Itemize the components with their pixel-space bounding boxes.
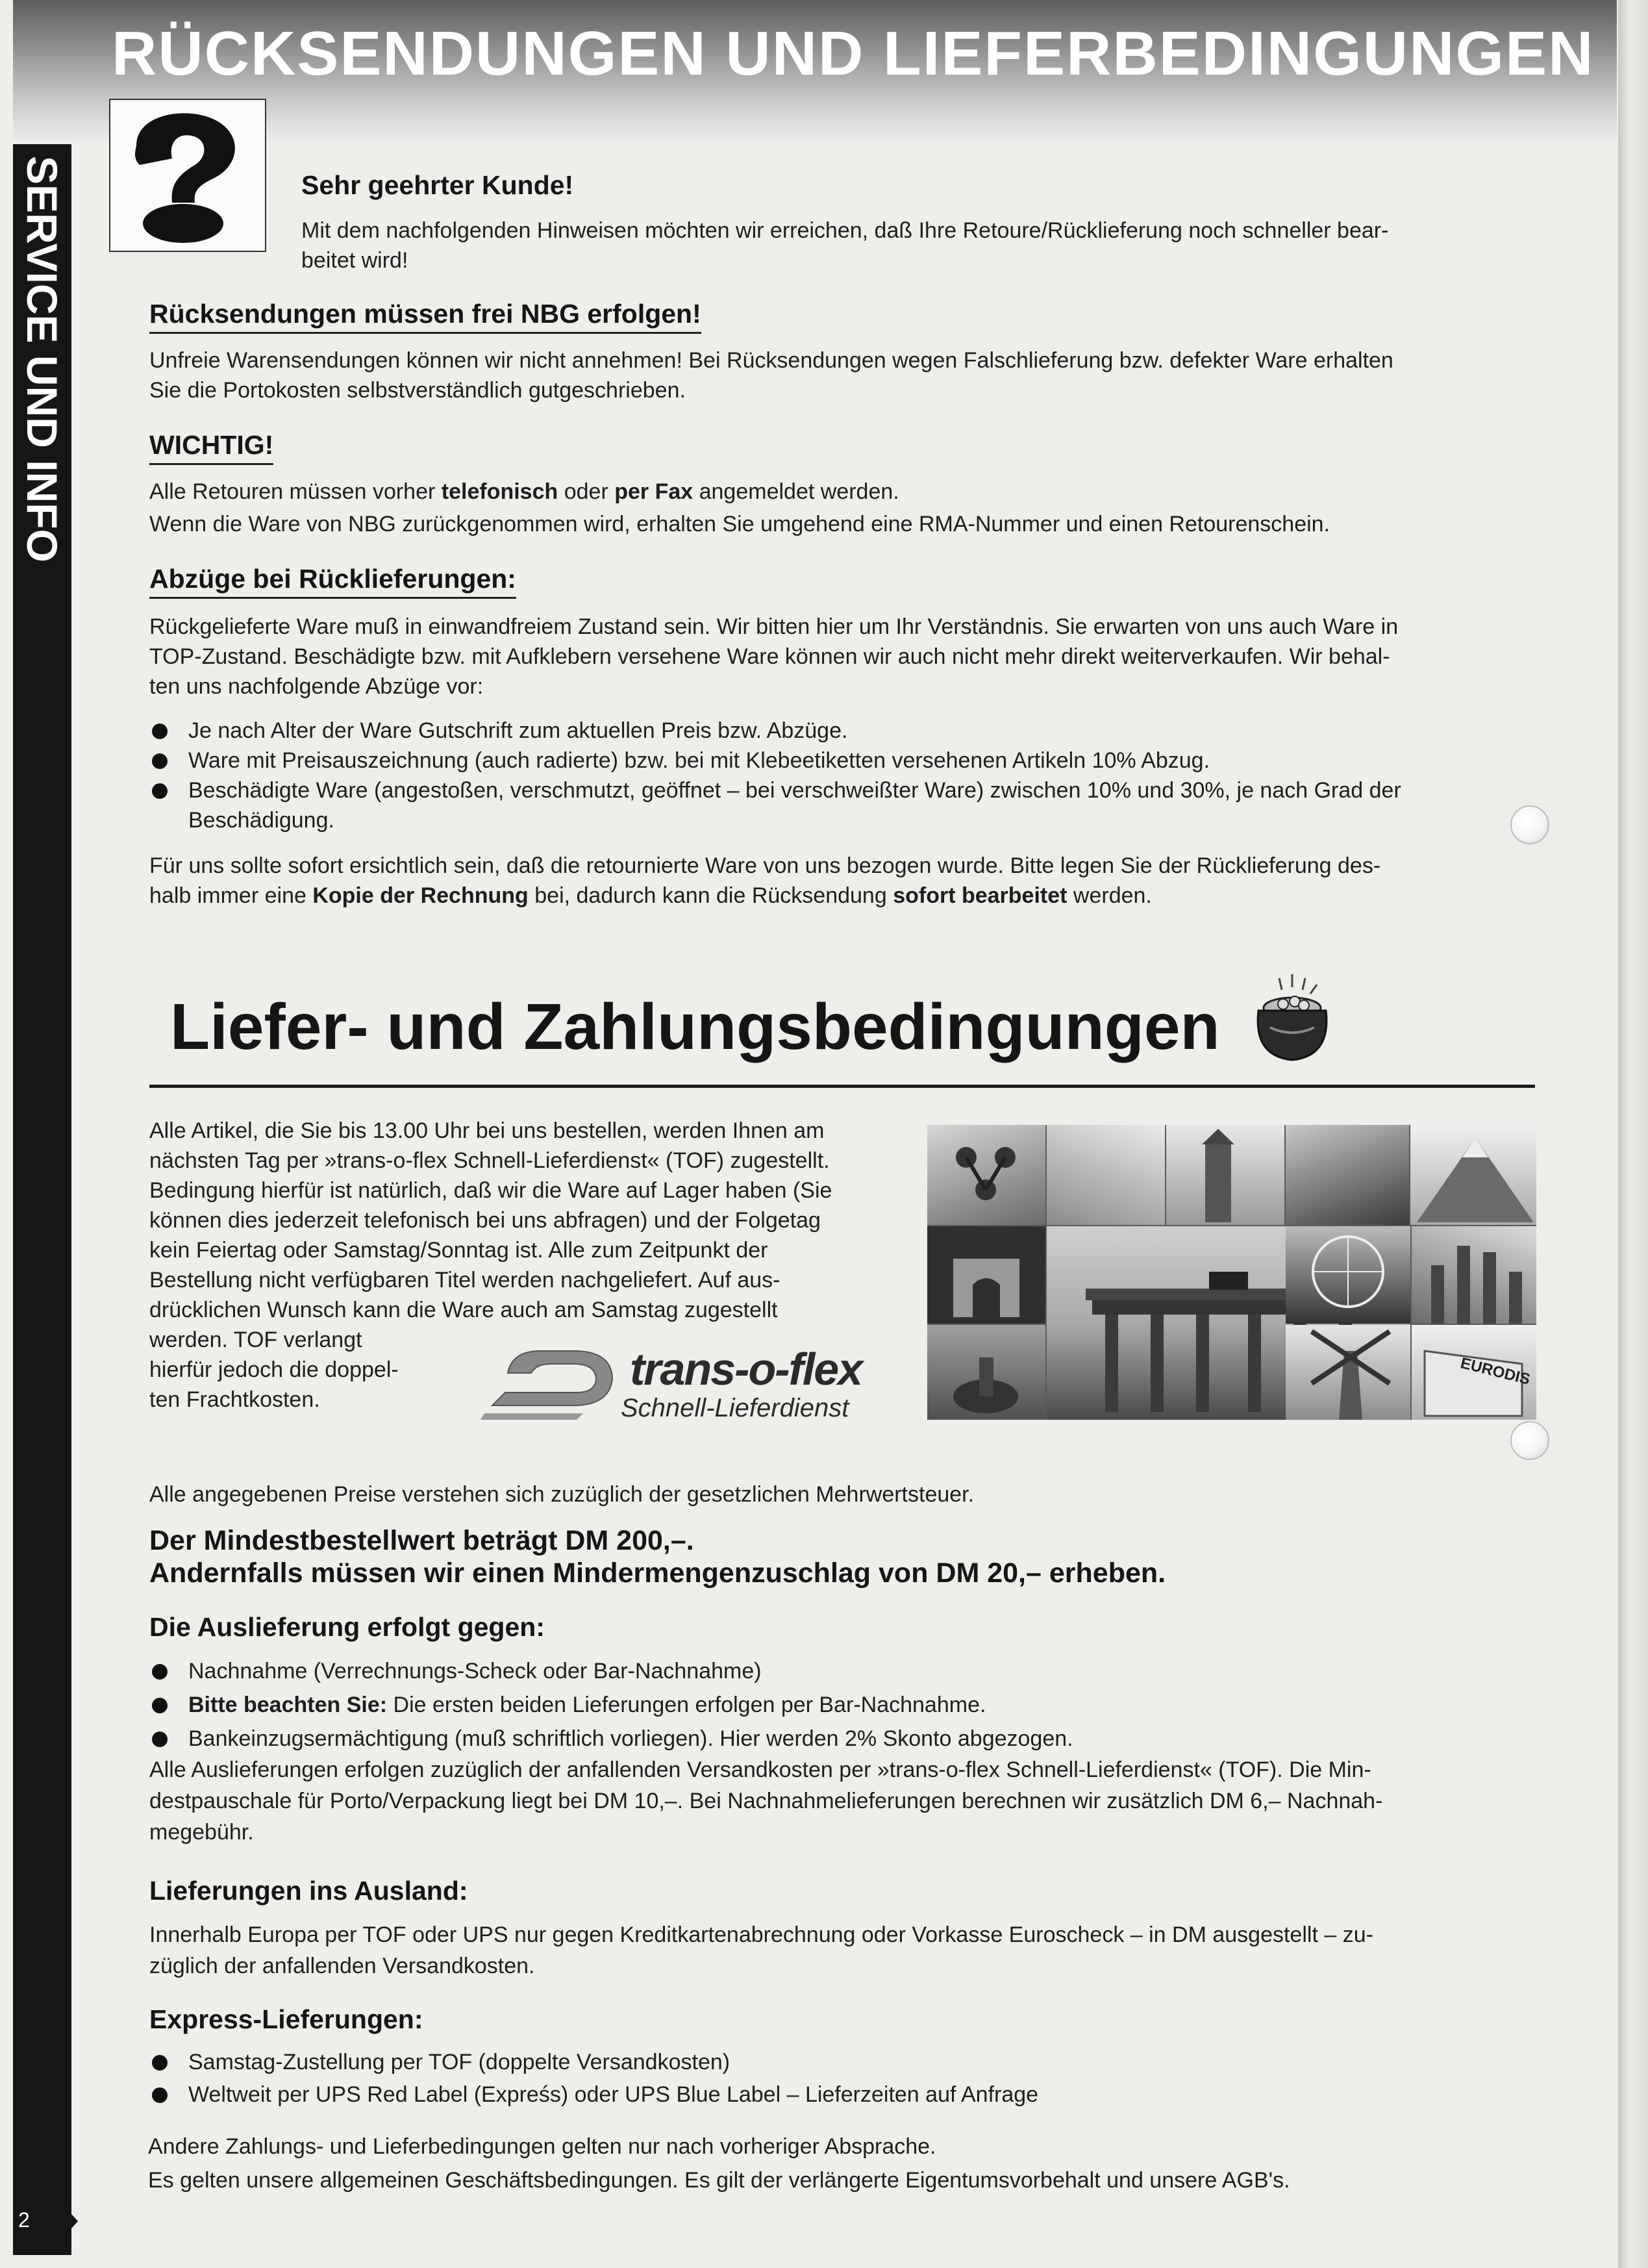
abzuege-line-3: ten uns nachfolgende Abzüge vor: (149, 674, 484, 699)
heading-ausland: Lieferungen ins Ausland: (149, 1876, 468, 1906)
abzug-bullet-3: Beschädigte Ware (angestoßen, verschmutzt, geöffnet – bei verschweißter Ware) zwischen 10% und 30%, je nach Grad der (188, 778, 1401, 803)
liefer-line-10: ten Frachtkosten. (149, 1387, 320, 1412)
liefer-line-9: hierfür jedoch die doppel- (149, 1357, 399, 1382)
abzug-bullet-2: Ware mit Preisauszeichnung (auch radierte) bzw. bei mit Klebeetiketten versehenen Artikeln 10% Abzug. (188, 748, 1210, 773)
greeting: Sehr geehrter Kunde! (301, 170, 574, 200)
auslieferung-line-3: megebühr. (149, 1820, 254, 1845)
collage-atomium (927, 1125, 1045, 1225)
collage-tower (1166, 1125, 1284, 1225)
section-rule (149, 1085, 1535, 1088)
abzuege-closing-1: Für uns sollte sofort ersichtlich sein, daß die retournierte Ware von uns bezogen wurde. Bitte legen Sie der Rücklieferung des- (149, 853, 1381, 878)
collage-arc (927, 1226, 1045, 1324)
mwst-note: Alle angegebenen Preise verstehen sich zuzüglich der gesetzlichen Mehrwertsteuer. (149, 1482, 975, 1507)
wichtig-line-1: Alle Retouren müssen vorher telefonisch oder per Fax angemeldet werden. (149, 479, 899, 504)
question-mark-icon (110, 100, 265, 251)
auslieferung-bullet-1: Nachnahme (Verrechnungs-Scheck oder Bar-Nachnahme) (188, 1659, 762, 1683)
bullet-icon (152, 2055, 168, 2071)
ausland-line-1: Innerhalb Europa per TOF oder UPS nur gegen Kreditkartenabrechnung oder Vorkasse Euroscheck – in DM ausgestellt – zu- (149, 1922, 1373, 1947)
min-order-line-1: Der Mindestbestellwert beträgt DM 200,–. (149, 1525, 694, 1556)
collage-tile-4 (1286, 1125, 1409, 1225)
liefer-line-8: werden. TOF verlangt (149, 1328, 362, 1352)
bullet-icon (152, 1732, 168, 1747)
liefer-line-3: Bedingung hierfür ist natürlich, daß wir die Ware auf Lager haben (Sie (149, 1178, 832, 1203)
heading-frei-nbg: Rücksendungen müssen frei NBG erfolgen! (149, 299, 701, 334)
collage-truck (1412, 1325, 1536, 1420)
intro-line-2: beitet wird! (301, 248, 408, 273)
trans-o-flex-logo (479, 1328, 882, 1431)
trans-o-flex-swoosh-icon (479, 1328, 629, 1431)
bullet-icon (152, 783, 168, 799)
abzuege-line-1: Rückgelieferte Ware muß in einwandfreiem Zustand sein. Wir bitten hier um Ihr Verständnis. Sie erwarten von uns auch Ware in (149, 614, 1399, 639)
frei-line-2: Sie die Portokosten selbstverständlich gutgeschrieben. (149, 378, 686, 403)
express-bullet-1: Samstag-Zustellung per TOF (doppelte Versandkosten) (188, 2050, 730, 2074)
heading-wichtig: WICHTIG! (149, 430, 273, 465)
ausland-line-2: züglich der anfallenden Versandkosten. (149, 1954, 535, 1978)
heading-auslieferung: Die Auslieferung erfolgt gegen: (149, 1612, 545, 1642)
pot-of-gold-icon (1240, 965, 1344, 1069)
page-number: 2 (18, 2208, 30, 2232)
abzug-bullet-1: Je nach Alter der Ware Gutschrift zum aktuellen Preis bzw. Abzüge. (188, 718, 848, 743)
footer-line-1: Andere Zahlungs- und Lieferbedingungen gelten nur nach vorheriger Absprache. (148, 2134, 936, 2159)
collage-mermaid (927, 1325, 1045, 1420)
logo-subtitle: Schnell-Lieferdienst (621, 1394, 849, 1422)
bullet-icon (152, 1698, 168, 1713)
auslieferung-line-1: Alle Auslieferungen erfolgen zuzüglich der anfallenden Versandkosten per »trans-o-flex Schnell-Lieferdienst« (TOF). Die Min- (149, 1758, 1371, 1782)
sidebar-label: SERVICE UND INFO (18, 156, 66, 562)
collage-tile-2 (1047, 1125, 1165, 1225)
liefer-line-7: drücklichen Wunsch kann die Ware auch am Samstag zugestellt (149, 1298, 778, 1322)
punch-hole (1510, 1421, 1549, 1460)
express-bullet-2: Weltweit per UPS Red Label (Expreśs) oder UPS Blue Label – Lieferzeiten auf Anfrage (188, 2082, 1039, 2107)
footer-line-2: Es gelten unsere allgemeinen Geschäftsbedingungen. Es gilt der verlängerte Eigentumsvorbehalt und unsere AGB's. (148, 2168, 1290, 2193)
frei-line-1: Unfreie Warensendungen können wir nicht annehmen! Bei Rücksendungen wegen Falschlieferung bzw. defekter Ware erhalten (149, 348, 1393, 373)
liefer-line-2: nächsten Tag per »trans-o-flex Schnell-Lieferdienst« (TOF) zugestellt. (149, 1148, 830, 1173)
page-title: RÜCKSENDUNGEN UND LIEFERBEDINGUNGEN (112, 19, 1595, 88)
punch-hole (1510, 805, 1549, 844)
collage-windmill (1286, 1325, 1410, 1420)
question-mark-box (109, 99, 266, 252)
liefer-line-5: kein Feiertag oder Samstag/Sonntag ist. Alle zum Zeitpunkt der (149, 1238, 768, 1263)
auslieferung-bullet-3: Bankeinzugsermächtigung (muß schriftlich vorliegen). Hier werden 2% Skonto abgezogen. (188, 1726, 1073, 1751)
bullet-icon (152, 1664, 168, 1680)
auslieferung-line-2: destpauschale für Porto/Verpackung liegt bei DM 10,–. Bei Nachnahmelieferungen berechnen wir zusätzlich DM 6,– Nachnah- (149, 1789, 1383, 1813)
collage-cathedral (1412, 1226, 1536, 1324)
liefer-line-4: können dies jederzeit telefonisch bei uns abfragen) und der Folgetag (149, 1208, 821, 1233)
min-order-line-2: Andernfalls müssen wir einen Mindermengenzuschlag von DM 20,– erheben. (149, 1557, 1166, 1589)
abzuege-closing-2: halb immer eine Kopie der Rechnung bei, dadurch kann die Rücksendung sofort bearbeitet werden. (149, 883, 1152, 908)
heading-abzuege: Abzüge bei Rücklieferungen: (149, 564, 516, 599)
abzug-bullet-3-cont: Beschädigung. (188, 808, 334, 833)
photo-collage (927, 1125, 1536, 1420)
intro-line-1: Mit dem nachfolgenden Hinweisen möchten wir erreichen, daß Ihre Retoure/Rücklieferung noch schneller bear- (301, 218, 1389, 243)
auslieferung-bullet-2: Bitte beachten Sie: Die ersten beiden Lieferungen erfolgen per Bar-Nachnahme. (188, 1693, 986, 1717)
liefer-line-6: Bestellung nicht verfügbaren Titel werden nachgeliefert. Auf aus- (149, 1268, 780, 1292)
section-title-liefer: Liefer- und Zahlungsbedingungen (170, 990, 1220, 1063)
collage-ferris-wheel (1286, 1226, 1410, 1324)
abzuege-line-2: TOP-Zustand. Beschädigte bzw. mit Aufklebern versehene Ware können wir auch nicht mehr direkt weiterverkaufen. Wir behal- (149, 644, 1390, 669)
wichtig-line-2: Wenn die Ware von NBG zurückgenommen wird, erhalten Sie umgehend eine RMA-Nummer und einen Retourenschein. (149, 512, 1330, 536)
collage-mountain (1410, 1125, 1536, 1225)
liefer-line-1: Alle Artikel, die Sie bis 13.00 Uhr bei uns bestellen, werden Ihnen am (149, 1118, 825, 1143)
logo-wordmark: trans-o-flex (630, 1344, 862, 1394)
bullet-icon (152, 2087, 168, 2103)
bullet-icon (152, 753, 168, 769)
page-edge (1618, 0, 1648, 2268)
collage-eurodis-label: EURODIS (1458, 1354, 1532, 1389)
heading-express: Express-Lieferungen: (149, 2004, 423, 2034)
bullet-icon (152, 724, 168, 739)
